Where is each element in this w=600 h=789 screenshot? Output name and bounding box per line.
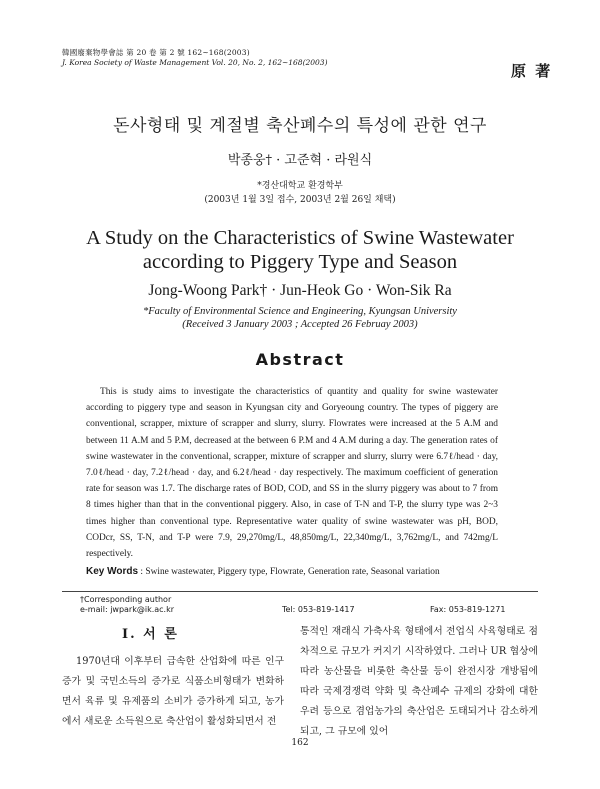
- keywords-label: Key Words: [86, 566, 139, 577]
- telephone: Tel: 053-819-1417: [282, 605, 355, 614]
- corresponding-email: e-mail: jwpark@ik.ac.kr: [80, 605, 175, 614]
- footnote-divider: [62, 591, 538, 592]
- english-authors: Jong-Woong Park† · Jun-Heok Go · Won-Sik Ra: [148, 282, 452, 299]
- corresponding-author: †Corresponding author: [80, 595, 172, 604]
- journal-korean-citation: 韓國廢棄物學會誌 第 20 卷 第 2 號 162~168(2003): [62, 48, 250, 57]
- korean-dates: (2003년 1월 3일 접수, 2003년 2월 26일 채택): [204, 195, 396, 205]
- abstract-text: This is study aims to investigate the characteristics of quantity and quality for swine wastewater according to piggery type and season in Kyungsan city and Goryeoung country. The types of piggery are conventional, scrapper, mixture of scrapper and slurry, slurry. Flowrates were increased at the 5 A.M and between 11 A.M and 5 P.M, decreased at the between 6 P.M and 4 A.M during a day. The generation rates of swine wastewater in the conventional, scrapper, mixture of scrapper and slurry, slurry were 6.7ℓ/head · day, 7.0ℓ/head · day, 7.2ℓ/head · day, and 6.2ℓ/head · day respectively. The maximum coefficient of generation rate for season was 1.7. The discharge rates of BOD, COD, and SS in the slurry piggery was about to 7 from 8 times higher than that in the conventional piggery. Also, in case of T-N and T-P, the slurry type was 2~3 times higher than conventional type. Representative water quality of swine wastewater was pH, BOD, CODcr, SS, T-N, and T-P were 7.9, 29,270mg/L, 48,850mg/L, 22,340mg/L, 3,762mg/L, and 742mg/L respectively.: [86, 387, 498, 560]
- corresponding-note: [80, 595, 174, 615]
- english-title-line2: according to Piggery Type and Season: [142, 251, 458, 273]
- journal-english-citation: J. Korea Society of Waste Management Vol. 20, No. 2, 162~168(2003): [62, 58, 328, 67]
- english-title-line1: A Study on the Characteristics of Swine Wastewater: [86, 227, 514, 249]
- english-title: [0, 226, 600, 274]
- english-dates: (Received 3 January 2003 ; Accepted 26 Februay 2003): [182, 319, 418, 330]
- korean-affiliation: *경산대학교 환경학부: [257, 181, 343, 191]
- keywords-text: : Swine wastewater, Piggery type, Flowrate, Generation rate, Seasonal variation: [140, 567, 440, 577]
- keywords: [86, 566, 516, 577]
- article-type-badge: 原 著: [511, 62, 553, 80]
- english-affiliation: *Faculty of Environmental Science and Engineering, Kyungsan University: [143, 306, 457, 317]
- body-column-right: 통적인 재래식 가축사육 형태에서 전업식 사육형태로 점차적으로 규모가 커지기 시작하였다. 그러나 UR 협상에 따라 농산물을 비롯한 축산물 등이 완전시장 개방됨에 따라 국제경쟁력 약화 및 축산폐수 규제의 강화에 대한 우려 등으로 겸업농가의 축산업은 도태되거나 감소하게 되고, 그 규모에 있어: [300, 626, 538, 737]
- body-column-left: 1970년대 이후부터 급속한 산업화에 따른 인구증가 및 국민소득의 증가로 식품소비형태가 변화하면서 육류 및 유제품의 소비가 증가하게 되고, 농가에서 새로운 소득원으로 축산업이 활성화되면서 전: [62, 656, 284, 727]
- korean-authors: 박종웅† · 고준혁 · 라원식: [227, 153, 373, 168]
- section-heading-introduction: Ⅰ. 서 론: [122, 627, 179, 642]
- abstract-heading: Abstract: [255, 350, 345, 369]
- english-affiliation-block: [0, 305, 600, 331]
- korean-title: 돈사형태 및 계절별 축산폐수의 특성에 관한 연구: [113, 116, 487, 136]
- fax: Fax: 053-819-1271: [430, 605, 506, 614]
- page-number: 162: [291, 738, 309, 748]
